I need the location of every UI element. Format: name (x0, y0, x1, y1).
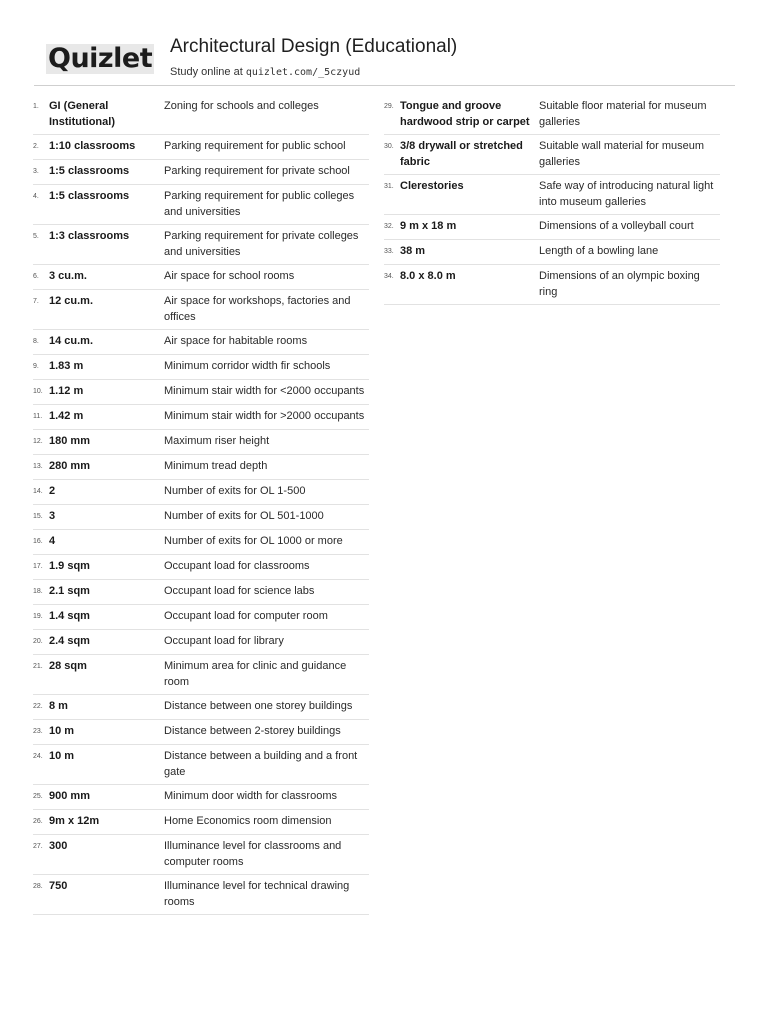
term-number: 32. (384, 223, 394, 230)
term-row (33, 530, 369, 555)
term-text: 180 mm (49, 435, 90, 447)
term-text: 10 m (49, 750, 75, 762)
term-definition: Number of exits for OL 1000 or more (164, 535, 343, 547)
term-text: 1:10 classrooms (49, 140, 136, 152)
term-definition: Parking requirement for private colleges and universities (164, 230, 359, 258)
term-row (33, 555, 369, 580)
term-number: 13. (33, 463, 43, 470)
term-number: 22. (33, 703, 43, 710)
term-row (384, 240, 720, 265)
term-number: 31. (384, 183, 394, 190)
term-row (384, 175, 720, 215)
study-url-link[interactable]: quizlet.com/_5czyud (245, 67, 361, 78)
term-row (33, 430, 369, 455)
term-number: 19. (33, 613, 43, 620)
term-definition: Dimensions of an olympic boxing ring (539, 270, 700, 298)
term-row (33, 160, 369, 185)
term-row (33, 265, 369, 290)
term-text: 3 cu.m. (49, 270, 87, 282)
term-definition: Occupant load for library (164, 635, 284, 647)
term-text: 900 mm (49, 790, 90, 802)
term-definition: Minimum stair width for <2000 occupants (164, 385, 365, 397)
term-text: 9 m x 18 m (400, 220, 457, 232)
term-text: 1.4 sqm (49, 610, 90, 622)
term-number: 28. (33, 883, 43, 890)
term-row (33, 225, 369, 265)
page-title: Architectural Design (Educational) (170, 36, 458, 57)
term-definition: Minimum corridor width fir schools (164, 360, 331, 372)
term-text: 4 (49, 535, 56, 547)
term-row (33, 810, 369, 835)
term-definition: Home Economics room dimension (164, 815, 332, 827)
term-text: 12 cu.m. (49, 295, 94, 307)
term-number: 26. (33, 818, 43, 825)
term-row (384, 215, 720, 240)
term-number: 4. (33, 193, 39, 200)
term-row (33, 875, 369, 915)
term-number: 2. (33, 143, 39, 150)
term-definition: Number of exits for OL 1-500 (164, 485, 306, 497)
term-number: 5. (33, 233, 39, 240)
term-row (33, 185, 369, 225)
term-definition: Air space for workshops, factories and offices (164, 295, 351, 323)
term-row (33, 720, 369, 745)
term-definition: Minimum door width for classrooms (164, 790, 337, 802)
terms-list-left (33, 95, 369, 915)
term-definition: Occupant load for classrooms (164, 560, 310, 572)
term-definition: Distance between one storey buildings (164, 700, 353, 712)
term-definition: Distance between 2-storey buildings (164, 725, 341, 737)
term-number: 14. (33, 488, 43, 495)
term-text: 3 (49, 510, 56, 522)
term-text: 1.9 sqm (49, 560, 90, 572)
page-header (34, 34, 734, 86)
term-number: 11. (33, 413, 43, 420)
term-definition: Illuminance level for classrooms and computer rooms (164, 840, 342, 868)
term-number: 20. (33, 638, 43, 645)
term-definition: Number of exits for OL 501-1000 (164, 510, 324, 522)
term-text: 2.1 sqm (49, 585, 90, 597)
term-definition: Safe way of introducing natural light into museum galleries (539, 180, 714, 208)
term-number: 30. (384, 143, 394, 150)
term-definition: Dimensions of a volleyball court (539, 220, 694, 232)
term-definition: Length of a bowling lane (539, 245, 659, 257)
term-number: 33. (384, 248, 394, 255)
term-number: 6. (33, 273, 39, 280)
term-row (33, 695, 369, 720)
term-number: 23. (33, 728, 43, 735)
term-definition: Illuminance level for technical drawing rooms (164, 880, 350, 908)
term-text: 8 m (49, 700, 68, 712)
term-definition: Parking requirement for public colleges and universities (164, 190, 355, 218)
term-number: 21. (33, 663, 43, 670)
term-number: 1. (33, 103, 39, 110)
term-text: 10 m (49, 725, 75, 737)
term-text: 1.83 m (49, 360, 84, 372)
term-text: 300 (49, 840, 68, 852)
term-row (33, 785, 369, 810)
term-number: 34. (384, 273, 394, 280)
term-row (384, 95, 720, 135)
term-definition: Distance between a building and a front gate (164, 750, 358, 778)
header-divider (34, 85, 735, 86)
term-definition: Minimum area for clinic and guidance room (164, 660, 347, 688)
term-definition: Parking requirement for public school (164, 140, 346, 152)
term-number: 29. (384, 103, 394, 110)
term-number: 12. (33, 438, 43, 445)
term-text: Clerestories (400, 180, 464, 192)
term-definition: Parking requirement for private school (164, 165, 350, 177)
term-number: 17. (33, 563, 43, 570)
term-row (33, 480, 369, 505)
term-row (33, 380, 369, 405)
term-text: 1:5 classrooms (49, 165, 130, 177)
term-text: 280 mm (49, 460, 90, 472)
term-number: 18. (33, 588, 43, 595)
term-text: 14 cu.m. (49, 335, 94, 347)
term-row (33, 605, 369, 630)
term-row (384, 265, 720, 305)
term-number: 10. (33, 388, 43, 395)
term-number: 24. (33, 753, 43, 760)
term-text: 750 (49, 880, 68, 892)
term-row (384, 135, 720, 175)
term-row (33, 290, 369, 330)
term-text: 3/8 drywall or stretched fabric (400, 140, 523, 168)
terms-list-right (384, 95, 720, 305)
term-text: 1.12 m (49, 385, 84, 397)
term-text: 1.42 m (49, 410, 84, 422)
term-number: 27. (33, 843, 43, 850)
term-number: 8. (33, 338, 39, 345)
term-row (33, 835, 369, 875)
term-text: 8.0 x 8.0 m (400, 270, 456, 282)
term-definition: Zoning for schools and colleges (164, 100, 319, 112)
term-definition: Suitable floor material for museum galleries (539, 100, 707, 128)
term-number: 25. (33, 793, 43, 800)
term-row (33, 355, 369, 380)
term-row (33, 330, 369, 355)
term-text: 2.4 sqm (49, 635, 90, 647)
term-text: Tongue and groove hardwood strip or carpet (400, 100, 530, 128)
subtitle-prefix: Study online at (170, 66, 246, 78)
term-row (33, 580, 369, 605)
term-row (33, 455, 369, 480)
term-row (33, 745, 369, 785)
term-text: 1:5 classrooms (49, 190, 130, 202)
term-number: 16. (33, 538, 43, 545)
term-definition: Air space for school rooms (164, 270, 295, 282)
term-number: 3. (33, 168, 39, 175)
term-number: 9. (33, 363, 39, 370)
term-definition: Minimum tread depth (164, 460, 268, 472)
term-text: 9m x 12m (49, 815, 100, 827)
term-row (33, 135, 369, 160)
study-online-line (170, 66, 360, 78)
term-definition: Minimum stair width for >2000 occupants (164, 410, 365, 422)
quizlet-logo: Quizlet (48, 43, 153, 74)
term-row (33, 505, 369, 530)
term-definition: Occupant load for computer room (164, 610, 328, 622)
term-row (33, 630, 369, 655)
term-definition: Occupant load for science labs (164, 585, 315, 597)
term-text: 38 m (400, 245, 426, 257)
term-definition: Air space for habitable rooms (164, 335, 308, 347)
term-row (33, 405, 369, 430)
term-row (33, 95, 369, 135)
term-text: 2 (49, 485, 56, 497)
term-text: 28 sqm (49, 660, 87, 672)
term-text: GI (General Institutional) (49, 100, 115, 128)
term-text: 1:3 classrooms (49, 230, 130, 242)
term-definition: Suitable wall material for museum galleries (539, 140, 705, 168)
term-number: 15. (33, 513, 43, 520)
term-number: 7. (33, 298, 39, 305)
term-row (33, 655, 369, 695)
term-definition: Maximum riser height (164, 435, 270, 447)
